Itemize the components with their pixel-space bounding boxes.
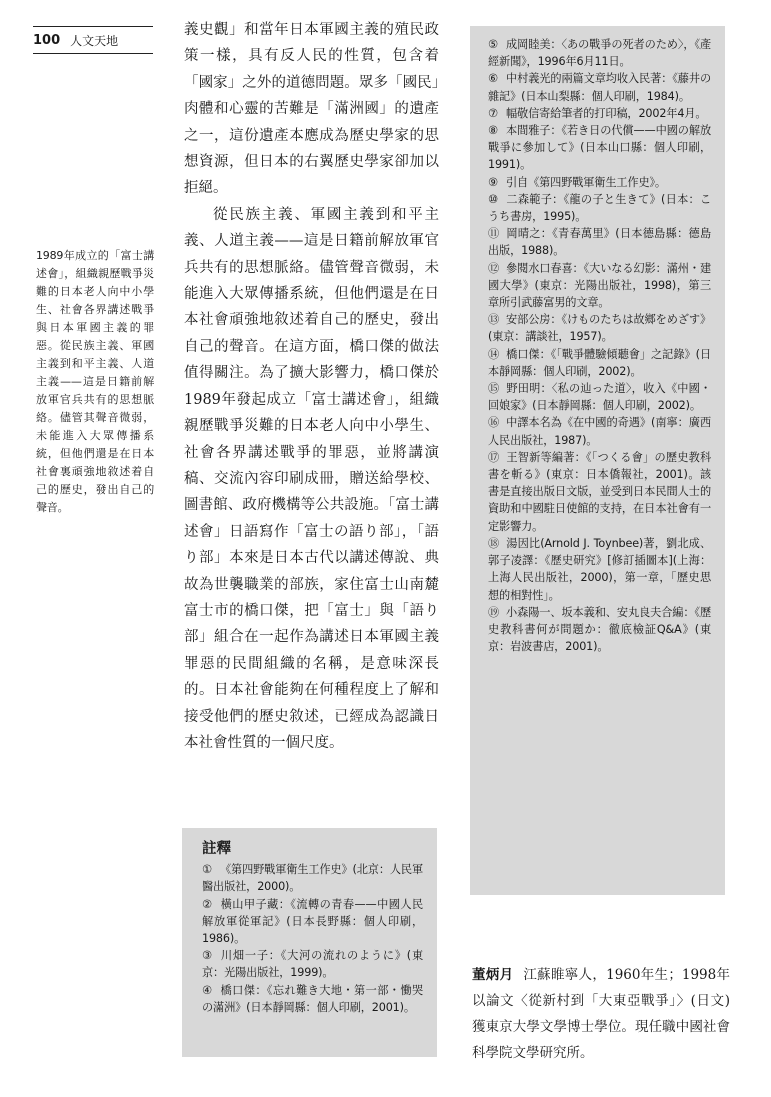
footnote-text: 王智新等編著：《「つくる會」の歷史教科書を斬る》(東京：日本僑報社，2001)。該書是直接出版日文版，並受到日本民間人士的資助和中國駐日使館的支持，在日本社會有一定影響力。 xyxy=(488,450,711,533)
footnote-text: 二森範子：《龍の子と生きて》(日本：こうち書房，1995)。 xyxy=(488,192,711,224)
footnote-text: 橋口傑：《忘れ難き大地・第一部・慟哭の滿洲》(日本靜岡縣：個人印刷，2001)。 xyxy=(202,983,423,1014)
footnote-item xyxy=(488,191,711,225)
pull-quote-sidenote: 1989年成立的「富士講述會」，組織親歷戰爭災難的日本老人向中小學生、社會各界講述戰爭與日本軍國主義的罪惡。從民族主義、軍國主義到和平主義、人道主義——這是日籍前解放軍官兵共有的思想脈絡。儘管其聲音微弱，未能進入大眾傳播系統，但他們還是在日本社會裏頑強地敘述着自己的歷史，發出自己的聲音。 xyxy=(36,249,154,514)
footnote-item xyxy=(488,535,711,604)
footnote-item xyxy=(488,36,711,70)
author-bio-text: 江蘇睢寧人，1960年生；1998年以論文〈從新村到「大東亞戰爭」〉(日文)獲東京大學文學博士學位。現任職中國社會科學院文學研究所。 xyxy=(472,967,730,1061)
footnotes-continued-list xyxy=(488,36,711,655)
footnote-item xyxy=(488,260,711,312)
footnote-number: ③ xyxy=(202,949,212,963)
footnote-number: ⑯ xyxy=(488,416,500,430)
footnote-text: 岡晴之：《青春萬里》(日本德島縣：德島出版，1988)。 xyxy=(488,227,711,258)
author-name: 董炳月 xyxy=(472,967,514,983)
footnote-item xyxy=(488,346,711,380)
footnote-text: 中譯本名為《在中國的奇遇》(南寧：廣西人民出版社，1987)。 xyxy=(488,416,711,447)
journal-title: 人文天地 xyxy=(70,33,119,48)
footnote-number: ② xyxy=(202,897,212,911)
footnote-number: ① xyxy=(202,863,212,877)
footnote-item xyxy=(488,414,711,448)
page-number: 100 xyxy=(33,32,61,48)
footnote-number: ⑤ xyxy=(488,38,498,51)
footnote-number: ⑩ xyxy=(488,192,498,206)
footnote-item xyxy=(202,947,423,981)
footnote-item xyxy=(488,225,711,259)
footnote-text: 《第四野戰軍衛生工作史》(北京：人民軍醫出版社，2000)。 xyxy=(202,863,423,894)
main-article-column xyxy=(184,17,439,756)
footnote-text: 小森陽一、坂本義和、安丸良夫合編：《歷史教科書何が問題か：徹底檢証Q&A》(東京：岩波書店，2001)。 xyxy=(488,605,711,654)
footnote-number: ⑫ xyxy=(488,261,500,275)
footnote-text: 成岡睦美：〈あの戰爭の死者のため〉，《產經新聞》，1996年6月11日。 xyxy=(488,38,711,69)
footnote-number: ⑪ xyxy=(488,227,500,241)
footnote-item xyxy=(202,982,423,1016)
footnote-item xyxy=(488,70,711,104)
footnote-text: 川畑一子：《大河の流れのように》(東京：光陽出版社，1999)。 xyxy=(202,949,423,980)
footnote-text: 野田明：〈私の辿った道〉，收入《中國・回娘家》(日本靜岡縣：個人印刷，2002)。 xyxy=(488,382,711,413)
footnote-number: ⑥ xyxy=(488,72,498,86)
footnote-item xyxy=(488,311,711,345)
footnote-text: 中村義光的兩篇文章均收入民著：《藤井の雜記》(日本山梨縣：個人印刷，1984)。 xyxy=(488,72,711,103)
footnote-item xyxy=(488,604,711,656)
footnote-number: ⑧ xyxy=(488,124,498,138)
footnote-text: 湯因比(Arnold J. Toynbee)著，劉北成、郭子凌譯：《歷史研究》[修訂插圖本](上海：上海人民出版社，2000)，第一章，「歷史思想的相對性」。 xyxy=(488,536,711,602)
footnotes-continued-box xyxy=(470,26,725,895)
footnote-number: ⑬ xyxy=(488,313,500,327)
footnote-item xyxy=(488,449,711,535)
article-paragraph: 義史觀」和當年日本軍國主義的殖民政策一樣，具有反人民的性質，包含着「國家」之外的道德問題。眾多「國民」肉體和心靈的苦難是「滿洲國」的遺產之一，這份遺產本應成為歷史學家的思想資源，但日本的右翼歷史學家卻加以拒絕。 xyxy=(184,22,439,197)
footnotes-box xyxy=(182,828,437,1057)
footnote-text: 引自《第四野戰軍衛生工作史》。 xyxy=(506,175,666,189)
footnote-number: ⑨ xyxy=(488,175,498,189)
footnote-text: 本間雅子：《若き日の代償——中國の解放戰爭に參加して》(日本山口縣：個人印刷，1991)。 xyxy=(488,124,711,172)
footnotes-title: 註釋 xyxy=(202,840,231,857)
footnote-item xyxy=(488,174,711,191)
footnote-item xyxy=(202,896,423,948)
footnote-text: 橫山甲子藏：《流轉の青春——中國人民解放軍從軍記》(日本長野縣：個人印刷，1986)。 xyxy=(202,897,423,946)
footnote-item xyxy=(488,380,711,414)
footnote-number: ⑰ xyxy=(488,450,500,464)
author-bio xyxy=(472,962,730,1066)
footnote-number: ⑱ xyxy=(488,536,500,550)
footnote-number: ⑮ xyxy=(488,382,500,396)
footnote-text: 橋口傑：《「戰爭體驗傾聽會」之記錄》(日本靜岡縣：個人印刷，2002)。 xyxy=(488,347,711,378)
footnote-number: ④ xyxy=(202,983,212,997)
page-header xyxy=(33,26,153,54)
article-paragraph: 從民族主義、軍國主義到和平主義、人道主義——這是日籍前解放軍官兵共有的思想脈絡。儘管聲音微弱，未能進入大眾傳播系統，但他們還是在日本社會頑強地敘述着自己的歷史，發出自己的聲音。在這方面，橋口傑的做法值得關注。為了擴大影響力，橋口傑於1989年發起成立「富士講述會」，組織親歷戰爭災難的日本老人向中小學生、社會各界講述戰爭的罪惡，並將講演稿、交流內容印刷成冊，贈送給學校、圖書館、政府機構等公共設施。「富士講述會」日語寫作「富士の語り部」，「語り部」本來是日本古代以講述傳說、典故為世襲職業的部族，家住富士山南麓富士市的橋口傑，把「富士」與「語り部」組合在一起作為講述日本軍國主義罪惡的民間組織的名稱，是意味深長的。日本社會能夠在何種程度上了解和接受他們的歷史敘述，已經成為認識日本社會性質的一個尺度。 xyxy=(184,206,439,751)
footnote-number: ⑭ xyxy=(488,347,500,361)
footnote-text: 幅敬信寄給筆者的打印稿，2002年4月。 xyxy=(506,106,707,120)
footnote-text: 安部公房：《けものたちは故鄉をめざす》(東京：講談社，1957)。 xyxy=(488,313,711,344)
footnotes-list xyxy=(202,861,423,1016)
footnote-item xyxy=(202,861,423,895)
footnote-number: ⑦ xyxy=(488,106,498,120)
footnote-item xyxy=(488,105,711,122)
footnote-text: 參閱水口春喜：《大いなる幻影：滿州・建國大學》(東京：光陽出版社，1998)，第三章所引武藤富男的文章。 xyxy=(488,261,711,310)
footnote-number: ⑲ xyxy=(488,605,500,619)
footnote-item xyxy=(488,122,711,174)
